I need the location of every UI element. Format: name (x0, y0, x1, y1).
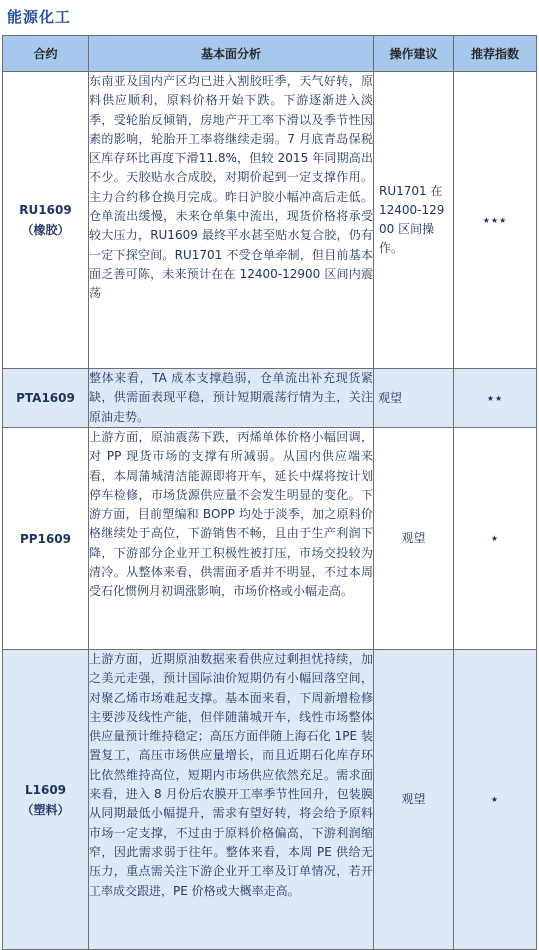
analysis-cell: 东南亚及国内产区均已进入割胶旺季，天气好转，原料供应顺利，原料价格开始下跌。下游逐渐进入淡季，受轮胎反倾销，房地产开工率下滑以及季节性因素的影响，轮胎开工率将继续走弱。7 月底青岛保税区库存环比再度下滑11.8%，但较 2015 年同期高出不少。天胶贴水合成胶，对期价起到一定支撑作用。主力合约移仓换月完成。昨日沪胶小幅冲高后走低。仓单流出缓慢，未来仓单集中流出，现货价格将承受较大压力，RU1609 最终平水甚至贴水复合胶，仍有一定下探空间。RU1701 不受仓单牵制，但目前基本面乏善可陈，未来预计在在 12400-12900 区间内震荡 (89, 72, 374, 369)
rating-stars: ★★★ (454, 72, 537, 369)
contract-code: RU1609 (19, 203, 72, 217)
table-row-ru1609 (3, 72, 537, 369)
header-rating: 推荐指数 (454, 36, 537, 72)
table-header-row (3, 36, 537, 72)
analysis-cell: 上游方面，原油震荡下跌，丙烯单体价格小幅回调，对 PP 现货市场的支撑有所减弱。从国内供应端来看，本周蒲城清洁能源即将开车，延长中煤将按计划停车检修，市场货源供应量不会发生明显的变化。下游方面，目前塑编和 BOPP 均处于淡季，加之原料价格继续处于高位，下游销售不畅，且由于生产利润下降，下游部分企业开工积极性被打压，市场交投较为清冷。从整体来看，供需面矛盾并不明显，不过本周受石化惯例月初调涨影响，市场价格或小幅走高。 (89, 428, 374, 650)
advice-cell: 观望 (374, 428, 454, 650)
advice-cell: 观望 (374, 369, 454, 428)
contract-code: PP1609 (20, 531, 71, 546)
contract-cell (3, 369, 89, 428)
rating-stars: ★ (454, 428, 537, 650)
analysis-cell: 上游方面，近期原油数据来看供应过剩担忧持续，加之美元走强，预计国际油价短期仍有小幅回落空间，对聚乙烯市场难起支撑。基本面来看，下周新增检修主要涉及线性产能，但伴随蒲城开车，线性市场整体供应量预计维持稳定；高压方面伴随上海石化 1PE 装置复工，高压市场供应量增长，而且近期石化库存环比依然维持高位，短期内市场供应依然充足。需求面来看，进入 8 月份后农膜开工率季节性回升，包装膜从同期最低小幅提升，需求有望好转，将会给予原料市场一定支撑，不过由于原料价格偏高，下游利润缩窄，因此需求弱于往年。整体来看，本周 PE 供给无压力，重点需关注下游企业开工率及订单情况，若开工率成交跟进，PE 价格或大概率走高。 (89, 650, 374, 950)
advice-cell: RU1701 在 12400-12900 区间操作。 (374, 72, 454, 369)
contract-cell (3, 428, 89, 650)
table-row-pta1609 (3, 369, 537, 428)
analysis-cell: 整体来看，TA 成本支撑趋弱，仓单流出补充现货紧缺，供需面表现平稳，预计短期震荡行情为主，关注原油走势。 (89, 369, 374, 428)
header-analysis: 基本面分析 (89, 36, 374, 72)
contract-cell (3, 72, 89, 369)
header-advice: 操作建议 (374, 36, 454, 72)
table-row-pp1609 (3, 428, 537, 650)
section-title: 能源化工 (7, 8, 72, 26)
contract-code: L1609 (24, 782, 67, 797)
header-contract: 合约 (3, 36, 89, 72)
contract-cell (3, 650, 89, 950)
rating-stars: ★★ (454, 369, 537, 428)
contract-name: （塑料） (21, 802, 70, 817)
contract-code: PTA1609 (16, 391, 75, 405)
advice-cell: 观望 (374, 650, 454, 950)
futures-analysis-table (2, 35, 537, 950)
contract-name: （橡胶） (21, 223, 70, 237)
table-row-l1609 (3, 650, 537, 950)
rating-stars: ★ (454, 650, 537, 950)
